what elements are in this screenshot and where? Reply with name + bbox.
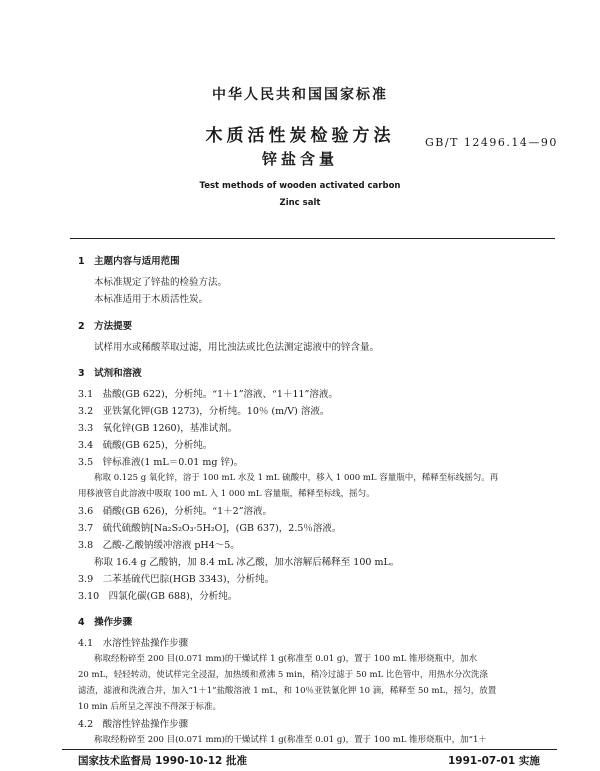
section-4-heading: 4 操作步骤 bbox=[78, 617, 133, 628]
english-title: Test methods of wooden activated carbon bbox=[199, 181, 401, 191]
section-1-paragraph: 本标准规定了锌盐的检验方法。 bbox=[94, 277, 228, 288]
national-standard-heading: 中华人民共和国国家标准 bbox=[212, 87, 388, 103]
english-subtitle: Zinc salt bbox=[279, 198, 321, 208]
section-1-heading: 1 主题内容与适用范围 bbox=[78, 256, 180, 267]
procedure-paragraph: 称取经粉碎至 200 目(0.071 mm)的干燥试样 1 g(称准至 0.01 g)，置于 100 mL 锥形烧瓶中，加“1＋ bbox=[94, 735, 487, 745]
header-divider bbox=[70, 238, 555, 239]
approval-date: 国家技术监督局 1990-10-12 批准 bbox=[78, 755, 247, 767]
subsection-heading: 4.2 酸溶性锌盐操作步骤 bbox=[78, 719, 189, 730]
reagent-item: 3.10 四氯化碳(GB 688)，分析纯。 bbox=[78, 591, 238, 602]
implementation-date: 1991-07-01 实施 bbox=[448, 755, 540, 767]
procedure-paragraph: 滤渣，滤液和洗液合并，加入“1＋1”盐酸溶液 1 mL，和 10％亚铁氰化钾 10 滴，稀释至 50 mL，摇匀，放置 bbox=[78, 686, 497, 696]
section-2-paragraph: 试样用水或稀酸萃取过滤，用比浊法或比色法测定滤液中的锌含量。 bbox=[94, 342, 380, 353]
section-1-paragraph: 本标准适用于木质活性炭。 bbox=[94, 294, 209, 305]
subsection-heading: 4.1 水溶性锌盐操作步骤 bbox=[78, 638, 189, 649]
reagent-item: 3.9 二苯基硫代巴腙(HGB 3343)，分析纯。 bbox=[78, 574, 275, 585]
procedure-paragraph: 称取经粉碎至 200 目(0.071 mm)的干燥试样 1 g(称准至 0.01 g)，置于 100 mL 锥形烧瓶中，加水 bbox=[94, 654, 478, 664]
reagent-item: 3.6 硝酸(GB 626)，分析纯。“1＋2”溶液。 bbox=[78, 506, 273, 517]
reagent-item: 3.1 盐酸(GB 622)，分析纯。“1＋1”溶液、“1＋11”溶液。 bbox=[78, 389, 338, 400]
document-subtitle: 锌盐含量 bbox=[261, 150, 338, 168]
reagent-paragraph: 称取 0.125 g 氧化锌，溶于 100 mL 水及 1 mL 硫酸中，移入 1 000 mL 容量瓶中，稀释至标线摇匀。再 bbox=[94, 473, 499, 483]
reagent-paragraph: 称取 16.4 g 乙酸钠，加 8.4 mL 冰乙酸，加水溶解后稀释至 100 mL。 bbox=[94, 557, 400, 568]
reagent-paragraph: 用移液管自此溶液中吸取 100 mL 入 1 000 mL 容量瓶，稀释至标线，摇匀。 bbox=[78, 489, 375, 499]
standard-number: GB/T 12496.14—90 bbox=[425, 136, 558, 149]
footer-divider bbox=[62, 749, 557, 750]
section-3-heading: 3 试剂和溶液 bbox=[78, 368, 142, 379]
procedure-paragraph: 20 mL，轻轻转动，使试样完全浸湿，加热缓和煮沸 5 min，稍冷过滤于 50 mL 比色管中，用热水分次洗涤 bbox=[78, 670, 488, 680]
document-title: 木质活性炭检验方法 bbox=[205, 126, 395, 146]
reagent-item: 3.7 硫代硫酸钠[Na₂S₂O₃·5H₂O]，(GB 637)，2.5％溶液。 bbox=[78, 523, 342, 534]
section-2-heading: 2 方法提要 bbox=[78, 321, 133, 332]
procedure-paragraph: 10 min 后所呈之浑浊不得深于标准。 bbox=[78, 702, 221, 712]
reagent-item: 3.8 乙酸-乙酸钠缓冲溶液 pH4～5。 bbox=[78, 540, 240, 551]
reagent-item: 3.4 硫酸(GB 625)，分析纯。 bbox=[78, 440, 213, 451]
reagent-item: 3.5 锌标准液(1 mL＝0.01 mg 锌)。 bbox=[78, 457, 244, 468]
reagent-item: 3.2 亚铁氰化钾(GB 1273)，分析纯。10％ (m/V) 溶液。 bbox=[78, 406, 330, 417]
reagent-item: 3.3 氧化锌(GB 1260)，基准试剂。 bbox=[78, 423, 238, 434]
